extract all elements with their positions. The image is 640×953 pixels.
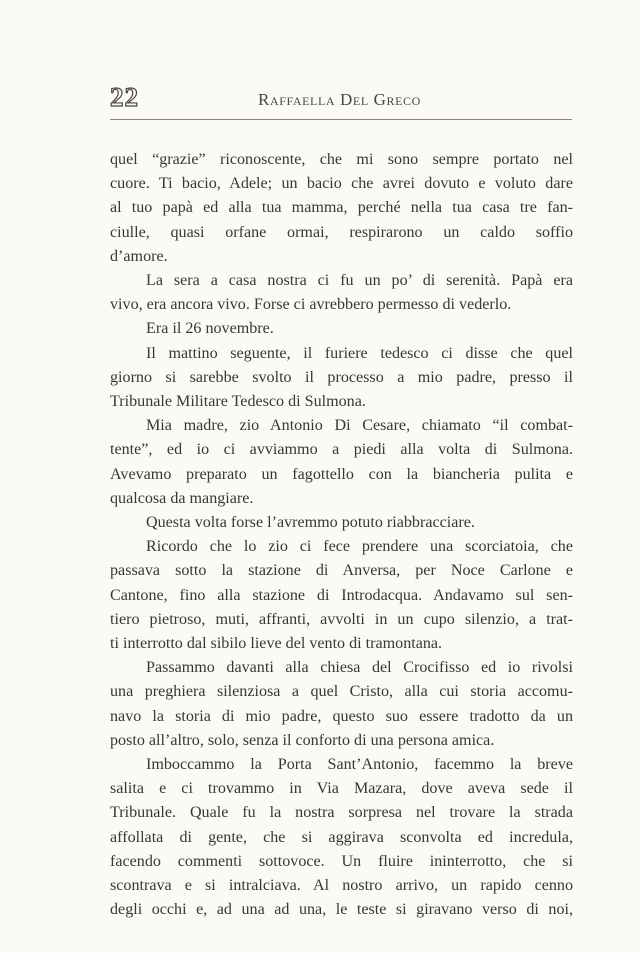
page-number: 22 xyxy=(110,82,139,112)
running-head: Raffaella Del Greco xyxy=(258,90,421,109)
text-line: Tribunale Militare Tedesco di Sulmona. xyxy=(110,393,366,411)
text-line: Cantone, fino alla stazione di Introdacqua. Andavamo sul sen- xyxy=(110,586,573,604)
paragraph xyxy=(110,414,573,511)
paragraph xyxy=(110,317,573,341)
paragraph xyxy=(110,269,573,317)
text-line: La sera a casa nostra ci fu un po’ di serenità. Papà era xyxy=(146,272,573,290)
text-line: al tuo papà ed alla tua mamma, perché nella tua casa tre fan- xyxy=(110,199,573,217)
text-line: qualcosa da mangiare. xyxy=(110,489,254,507)
text-line: vivo, era ancora vivo. Forse ci avrebbero permesso di vederlo. xyxy=(110,296,512,314)
text-line: Il mattino seguente, il furiere tedesco ci disse che quel xyxy=(146,344,573,362)
body-text xyxy=(110,148,573,923)
text-line: posto all’altro, solo, senza il conforto di una persona amica. xyxy=(110,731,495,749)
text-line: affollata di gente, che si aggirava sconvolta ed incredula, xyxy=(110,828,573,846)
text-line: Imboccammo la Porta Sant’Antonio, facemmo la breve xyxy=(146,756,573,774)
text-line: giorno si sarebbe svolto il processo a mio padre, presso il xyxy=(110,368,573,386)
text-line: quel “grazie” riconoscente, che mi sono sempre portato nel xyxy=(110,151,573,168)
text-line: Ricordo che lo zio ci fece prendere una scorciatoia, che xyxy=(146,538,573,556)
text-line: Passammo davanti alla chiesa del Crocifisso ed io rivolsi xyxy=(146,659,573,677)
text-line: passava sotto la stazione di Anversa, per Noce Carlone e xyxy=(110,562,573,580)
text-line: Avevamo preparato un fagottello con la biancheria pulita e xyxy=(110,465,573,483)
text-line: ciulle, quasi orfane ormai, respirarono un caldo soffio xyxy=(110,223,573,241)
header-rule xyxy=(110,119,572,120)
paragraph xyxy=(110,342,573,415)
paragraph xyxy=(110,656,573,753)
paragraph xyxy=(110,511,573,535)
text-line: d’amore. xyxy=(110,247,168,265)
text-line: facendo commenti sottovoce. Un fluire ininterrotto, che si xyxy=(110,852,573,870)
text-line: tente”, ed io ci avviammo a piedi alla volta di Sulmona. xyxy=(110,441,573,459)
text-line: salita e ci trovammo in Via Mazara, dove aveva sede il xyxy=(110,780,573,798)
text-line: tiero pietroso, muti, affranti, avvolti in un cupo silenzio, a trat- xyxy=(110,610,573,628)
text-line: Era il 26 novembre. xyxy=(146,320,274,338)
text-line: ti interrotto dal sibilo lieve del vento di tramontana. xyxy=(110,635,443,653)
text-line: degli occhi e, ad una ad una, le teste si giravano verso di noi, xyxy=(110,901,573,919)
paragraph xyxy=(110,535,573,656)
text-line: cuore. Ti bacio, Adele; un bacio che avrei dovuto e voluto dare xyxy=(110,175,573,193)
text-line: Mia madre, zio Antonio Di Cesare, chiamato “il combat- xyxy=(146,417,573,435)
text-line: Tribunale. Quale fu la nostra sorpresa nel trovare la strada xyxy=(110,804,573,822)
paragraph xyxy=(110,753,573,922)
page-header xyxy=(110,82,572,122)
text-line: una preghiera silenziosa a quel Cristo, alla cui storia accomu- xyxy=(110,683,573,701)
text-line: navo la storia di mio padre, questo suo essere tradotto da un xyxy=(110,707,573,725)
text-line: Questa volta forse l’avremmo potuto riabbracciare. xyxy=(146,514,475,532)
paragraph xyxy=(110,148,573,269)
text-line: scontrava e si intralciava. Al nostro arrivo, un rapido cenno xyxy=(110,877,573,895)
